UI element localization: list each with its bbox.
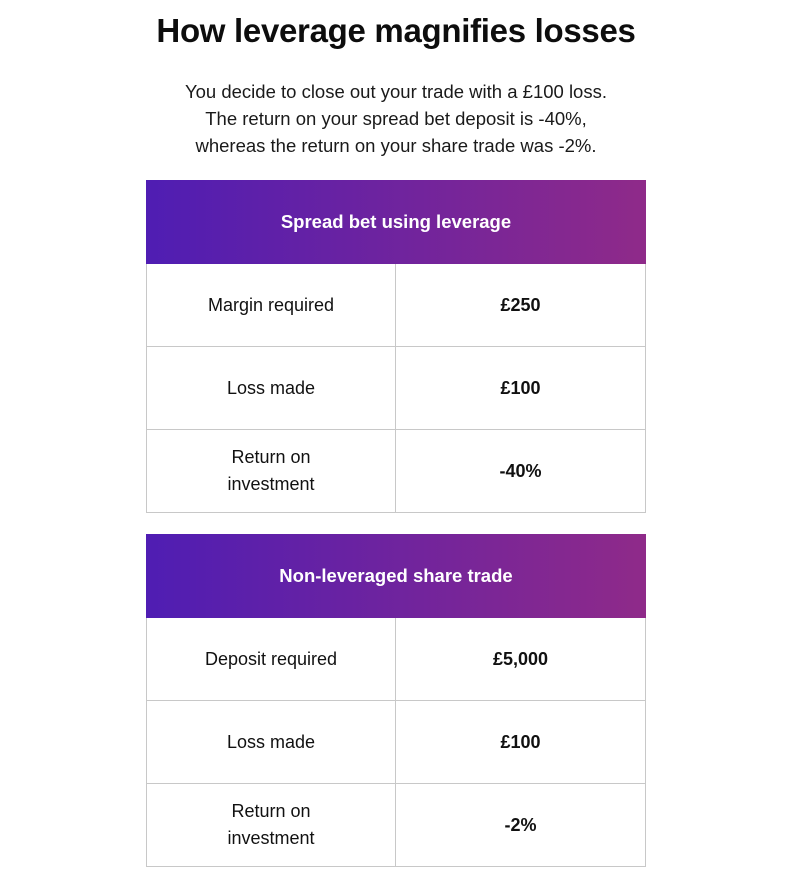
table-row <box>146 784 646 867</box>
page-title: How leverage magnifies losses <box>156 12 636 49</box>
row-value: £100 <box>500 731 541 752</box>
table-row <box>146 347 646 430</box>
row-value: £100 <box>500 377 541 398</box>
row-value: £250 <box>500 294 541 315</box>
table-row <box>146 701 646 784</box>
intro-line: whereas the return on your share trade was -2%. <box>195 135 597 156</box>
row-value: £5,000 <box>492 648 549 669</box>
row-label: Return on investment <box>147 784 396 866</box>
intro-line: You decide to close out your trade with a £100 loss. <box>184 81 607 102</box>
row-value: -40% <box>499 460 542 481</box>
row-label: Margin required <box>147 264 396 346</box>
table-row <box>146 618 646 701</box>
intro-line: The return on your spread bet deposit is -40%, <box>205 108 587 129</box>
spread-bet-table <box>146 180 646 513</box>
row-value: -2% <box>504 814 537 835</box>
table-row <box>146 264 646 347</box>
share-trade-table <box>146 534 646 867</box>
intro-paragraph <box>0 78 792 159</box>
row-label: Deposit required <box>147 618 396 700</box>
row-label: Return on investment <box>147 430 396 512</box>
spread-bet-table-header: Spread bet using leverage <box>146 180 646 264</box>
table-row <box>146 430 646 513</box>
share-trade-table-header: Non-leveraged share trade <box>146 534 646 618</box>
row-label: Loss made <box>147 701 396 783</box>
row-label: Loss made <box>147 347 396 429</box>
